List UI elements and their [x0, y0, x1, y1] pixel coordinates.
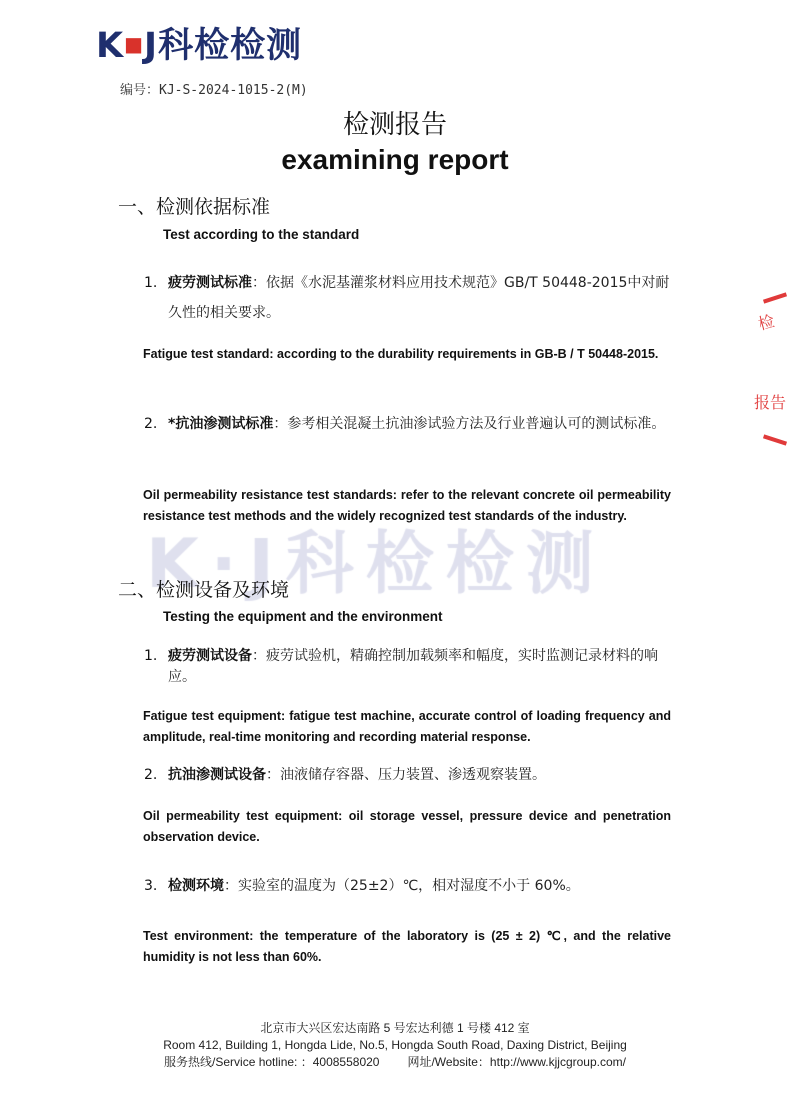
logo-text: J [144, 26, 159, 66]
footer-address-cn: 北京市大兴区宏达南路 5 号宏达利德 1 号楼 412 室 [260, 1021, 530, 1035]
section-subheading: Test according to the standard [163, 227, 360, 242]
footer-website[interactable]: 网址/Website：http://www.kjjcgroup.com/ [407, 1055, 626, 1069]
list-item [168, 268, 671, 328]
logo-text-cn: 科检检测 [158, 26, 303, 66]
footer-address-en: Room 412, Building 1, Hongda Lide, No.5, Hongda South Road, Daxing District, Beijing [163, 1038, 627, 1052]
item-text: ：油液储存容器、压力装置、渗透观察装置。 [266, 767, 546, 783]
item-text: ：参考相关混凝土抗油渗试验方法及行业普遍认可的测试标准。 [273, 416, 666, 432]
item-text: ：疲劳试验机，精确控制加载频率和幅度，实时监测记录材料的响应。 [168, 648, 658, 685]
item-english: Fatigue test equipment: fatigue test machine, accurate control of loading frequency and amplitude, real-time monitoring and recording material response. [143, 709, 671, 744]
item-text: ：依据《水泥基灌浆材料应用技术规范》GB/T 50448-2015中对耐久性的相关要求。 [168, 275, 670, 321]
item-label: 检测环境 [168, 878, 224, 894]
item-label: 抗油渗测试设备 [168, 767, 266, 783]
section-heading: 一、检测依据标准 [118, 196, 271, 218]
list-item [168, 646, 671, 688]
item-text: ：实验室的温度为（25±2）℃，相对湿度不小于 60%。 [224, 878, 580, 894]
section-heading: 二、检测设备及环境 [118, 579, 290, 601]
company-logo [96, 18, 302, 68]
footer-contact [0, 1054, 790, 1071]
item-number: 1. [144, 648, 158, 664]
page-title-cn: 检测报告 [342, 110, 447, 140]
page-title-en: examining report [281, 144, 509, 175]
red-stamp [748, 290, 790, 450]
item-number: 2. [144, 416, 158, 432]
item-number: 1. [144, 275, 158, 291]
item-label: *抗油渗测试标准 [168, 416, 274, 432]
item-number: 3. [144, 878, 158, 894]
footer [0, 1020, 790, 1071]
item-number: 2. [144, 767, 158, 783]
item-english: Test environment: the temperature of the laboratory is (25 ± 2) ℃, and the relative humidity is not less than 60%. [143, 929, 671, 964]
item-english: Oil permeability test equipment: oil storage vessel, pressure device and penetration observation device. [143, 809, 671, 844]
logo-text: K [96, 26, 125, 66]
item-label: 疲劳测试标准 [168, 275, 252, 291]
item-english: Oil permeability resistance test standards: refer to the relevant concrete oil permeability resistance test methods and the widely recognized test standards of the industry. [143, 488, 671, 523]
footer-hotline: 服务热线/Service hotline: ：4008558020 [164, 1055, 380, 1069]
document-number: 编号：KJ-S-2024-1015-2(M) [120, 83, 308, 98]
logo-dot: ■ [124, 32, 145, 56]
item-english: Fatigue test standard: according to the durability requirements in GB-B / T 50448-2015. [143, 347, 659, 361]
item-label: 疲劳测试设备 [168, 648, 252, 664]
list-item [168, 409, 671, 439]
list-item [168, 760, 671, 790]
section-subheading: Testing the equipment and the environment [163, 609, 443, 624]
stamp-char: 报告 [754, 390, 786, 413]
list-item [168, 871, 671, 901]
stamp-char: 检 [756, 311, 777, 334]
